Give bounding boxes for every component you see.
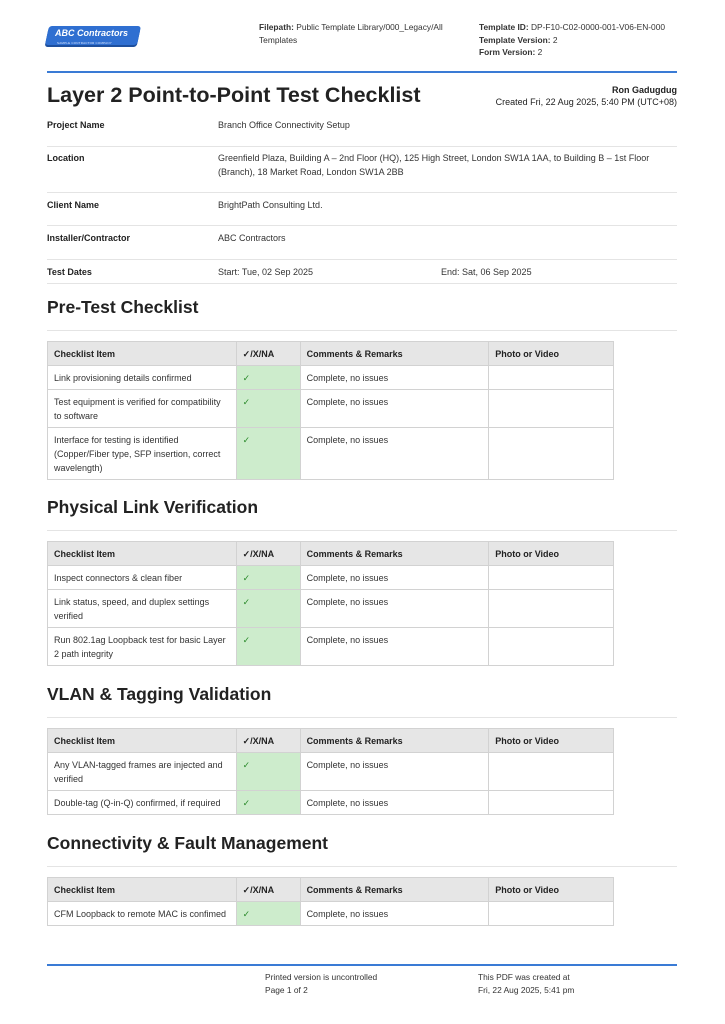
table-row [48,902,614,926]
location-value: Greenfield Plaza, Building A – 2nd Floor (HQ), 125 High Street, London SW1A 1AA, to Building B – 1st Floor (Branch), 18 Market Road, London SW1A 2BB [218,153,650,177]
filepath-value: Public Template Library/000_Legacy/All Templates [259,22,443,45]
comment-cell: Complete, no issues [300,628,489,666]
table-row [48,791,614,815]
photo-cell [489,366,614,390]
result-cell[interactable]: ✓ [236,791,300,815]
info-row-client [47,193,677,226]
checklist-item: Link status, speed, and duplex settings verified [48,590,237,628]
col-item: Checklist Item [48,878,237,902]
result-cell[interactable]: ✓ [236,628,300,666]
checklist-item: Test equipment is verified for compatibility to software [48,390,237,428]
result-cell[interactable]: ✓ [236,902,300,926]
section-title-physical-link: Physical Link Verification [47,497,259,517]
template-meta: Template ID: DP-F10-C02-0000-001-V06-EN-000 Template Version: 2 Form Version: 2 [479,22,666,57]
result-cell[interactable]: ✓ [236,753,300,791]
section-divider [47,530,677,531]
info-row-location [47,147,677,193]
table-row [48,390,614,428]
col-comments: Comments & Remarks [300,729,489,753]
col-item: Checklist Item [48,729,237,753]
comment-cell: Complete, no issues [300,753,489,791]
page-header [47,18,677,62]
table-header-row [48,729,614,753]
created-date: Created Fri, 22 Aug 2025, 5:40 PM (UTC+08) [495,96,677,107]
test-dates-label: Test Dates [47,267,92,277]
author-block [496,85,677,108]
checklist-item: Inspect connectors & clean fiber [48,566,237,590]
table-row [48,428,614,480]
checklist-item: Double-tag (Q-in-Q) confirmed, if required [48,791,237,815]
location-label: Location [47,153,85,163]
connectivity-table [47,877,614,926]
col-result: ✓/X/NA [236,542,300,566]
col-result: ✓/X/NA [236,878,300,902]
pdf-created-date: Fri, 22 Aug 2025, 5:41 pm [478,985,575,995]
header-divider [47,71,677,73]
info-row-dates [47,260,677,284]
comment-cell: Complete, no issues [300,390,489,428]
col-photo: Photo or Video [489,878,614,902]
col-item: Checklist Item [48,542,237,566]
photo-cell [489,791,614,815]
author-name: Ron Gadugdug [612,85,677,95]
checklist-item: CFM Loopback to remote MAC is confimed [48,902,237,926]
comment-cell: Complete, no issues [300,428,489,480]
info-row-installer [47,226,677,260]
pre-test-table [47,341,614,480]
col-photo: Photo or Video [489,342,614,366]
col-photo: Photo or Video [489,729,614,753]
project-info [47,112,677,284]
col-comments: Comments & Remarks [300,342,489,366]
photo-cell [489,428,614,480]
photo-cell [489,590,614,628]
table-row [48,590,614,628]
section-title-pre-test: Pre-Test Checklist [47,297,199,317]
installer-value: ABC Contractors [218,233,286,243]
project-name-value: Branch Office Connectivity Setup [218,120,350,130]
table-header-row [48,342,614,366]
project-name-label: Project Name [47,120,105,130]
table-row [48,628,614,666]
company-logo [47,26,139,50]
section-divider [47,717,677,718]
client-name-value: BrightPath Consulting Ltd. [218,200,323,210]
result-cell[interactable]: ✓ [236,566,300,590]
page-title: Layer 2 Point-to-Point Test Checklist [47,83,421,107]
checklist-item: Link provisioning details confirmed [48,366,237,390]
comment-cell: Complete, no issues [300,791,489,815]
result-cell[interactable]: ✓ [236,390,300,428]
photo-cell [489,390,614,428]
start-date: Start: Tue, 02 Sep 2025 [218,267,314,277]
logo-subtext: SAMPLE CONTRACTOR COMPANY [57,41,112,45]
table-row [48,753,614,791]
checklist-item: Run 802.1ag Loopback test for basic Layer 2 path integrity [48,628,237,666]
col-item: Checklist Item [48,342,237,366]
client-name-label: Client Name [47,200,100,210]
photo-cell [489,566,614,590]
table-row [48,366,614,390]
logo-text: ABC Contractors [55,28,129,38]
section-title-vlan: VLAN & Tagging Validation [47,684,272,704]
col-comments: Comments & Remarks [300,542,489,566]
template-id: DP-F10-C02-0000-001-V06-EN-000 [530,22,666,32]
footer-divider [47,964,677,966]
col-comments: Comments & Remarks [300,878,489,902]
section-divider [47,330,677,331]
col-result: ✓/X/NA [236,729,300,753]
footer-right [478,971,574,997]
comment-cell: Complete, no issues [300,902,489,926]
comment-cell: Complete, no issues [300,590,489,628]
physical-link-table [47,541,614,666]
template-version: 2 [552,34,558,45]
col-result: ✓/X/NA [236,342,300,366]
photo-cell [489,753,614,791]
uncontrolled-note: Printed version is uncontrolled [265,972,378,982]
comment-cell: Complete, no issues [300,366,489,390]
filepath: Filepath: Public Template Library/000_Legacy/All Templates [259,22,443,45]
checklist-item: Any VLAN-tagged frames are injected and verified [48,753,237,791]
table-row [48,566,614,590]
result-cell[interactable]: ✓ [236,428,300,480]
photo-cell [489,628,614,666]
section-divider [47,866,677,867]
pdf-created-label: This PDF was created at [478,972,570,982]
installer-label: Installer/Contractor [47,233,131,243]
form-version: 2 [537,47,543,57]
footer-left [265,971,377,997]
photo-cell [489,902,614,926]
info-row-project [47,112,677,147]
section-title-connectivity: Connectivity & Fault Management [47,833,329,853]
page-number: Page 1 of 2 [265,985,308,995]
table-header-row [48,878,614,902]
checklist-item: Interface for testing is identified (Copper/Fiber type, SFP insertion, correct wavelength) [48,428,237,480]
table-header-row [48,542,614,566]
col-photo: Photo or Video [489,542,614,566]
result-cell[interactable]: ✓ [236,590,300,628]
result-cell[interactable]: ✓ [236,366,300,390]
comment-cell: Complete, no issues [300,566,489,590]
vlan-table [47,728,614,815]
end-date: End: Sat, 06 Sep 2025 [441,267,532,277]
